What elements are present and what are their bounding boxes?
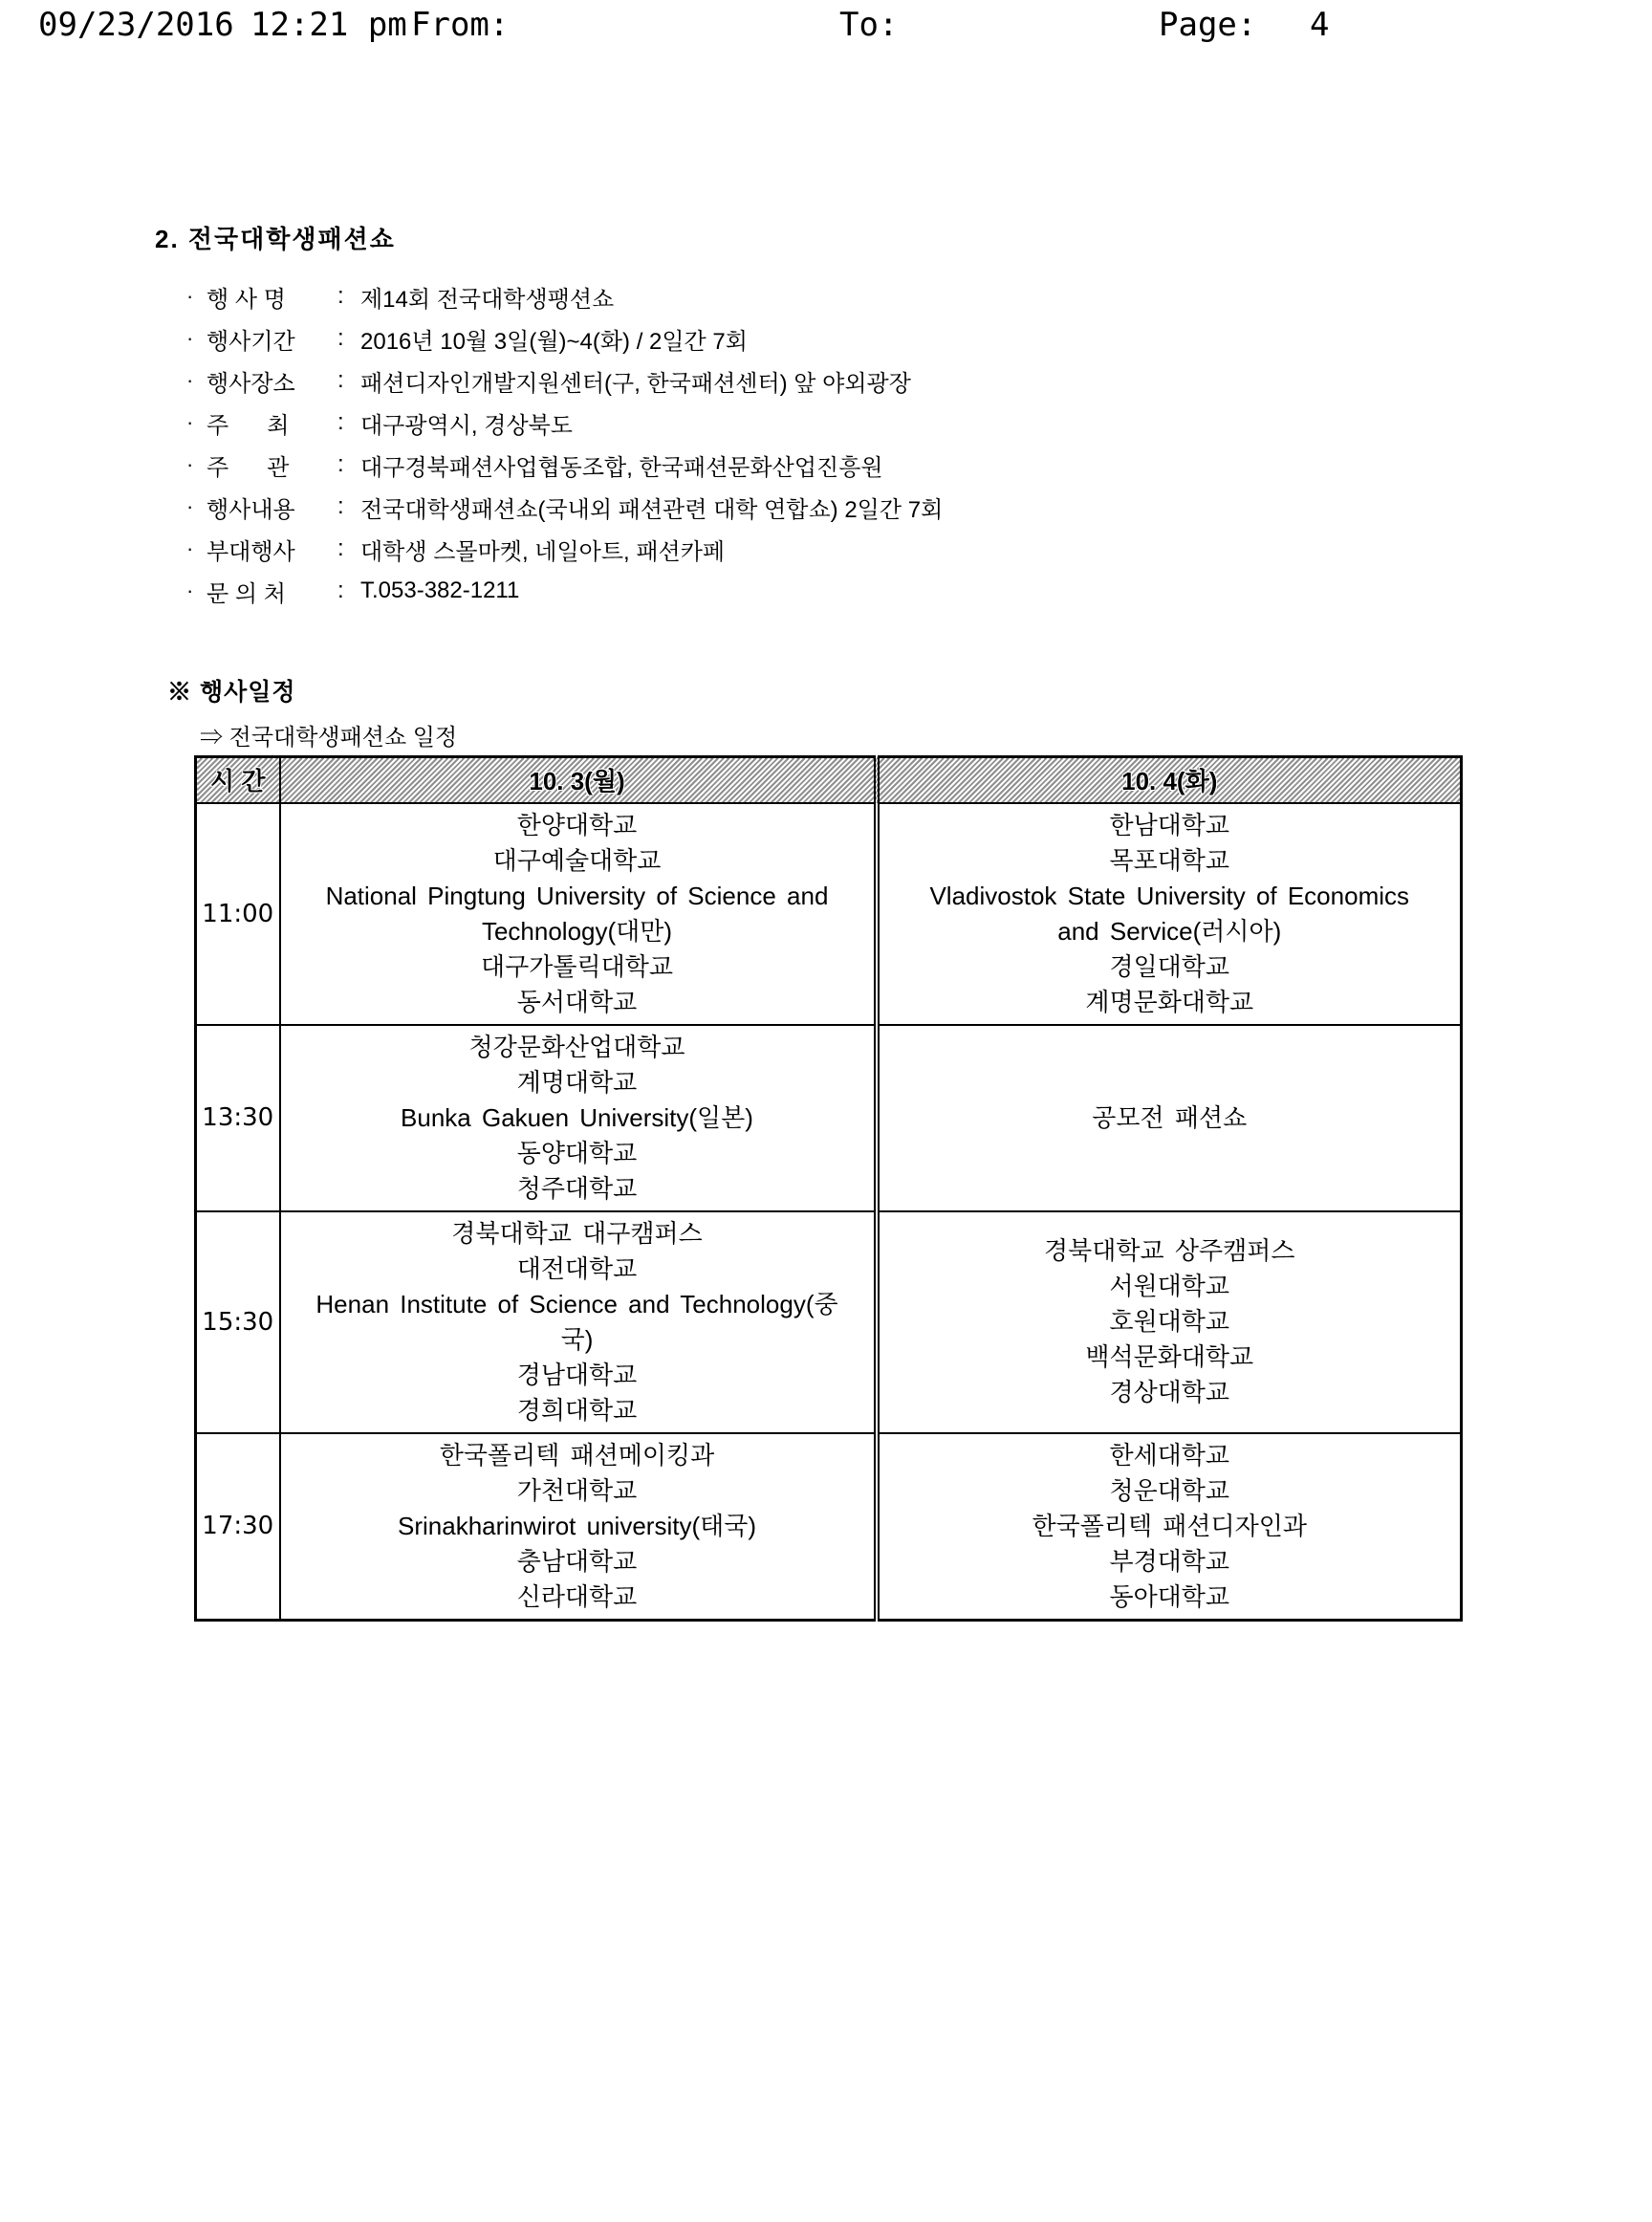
day1-cell bbox=[280, 1025, 877, 1211]
fax-from-label: From: bbox=[411, 6, 510, 44]
university-entry: 동서대학교 bbox=[516, 987, 638, 1016]
event-detail-item bbox=[186, 275, 943, 317]
university-entry: 경북대학교 대구캠퍼스 bbox=[451, 1218, 703, 1248]
detail-value: T.053-382-1211 bbox=[360, 577, 520, 603]
detail-colon: : bbox=[337, 535, 344, 561]
detail-colon: : bbox=[337, 577, 344, 603]
day2-cell bbox=[877, 1211, 1462, 1433]
university-entry: 청운대학교 bbox=[1109, 1475, 1230, 1505]
day2-cell bbox=[877, 1433, 1462, 1621]
detail-colon: : bbox=[337, 367, 344, 393]
detail-colon: : bbox=[337, 409, 344, 435]
detail-colon: : bbox=[337, 283, 344, 309]
bullet-dot: · bbox=[186, 326, 194, 350]
detail-value: 2016년 10월 3일(월)~4(화) / 2일간 7회 bbox=[360, 328, 748, 355]
fax-page-label: Page: bbox=[1159, 6, 1257, 44]
detail-label: 주 최 bbox=[206, 412, 290, 439]
detail-label: 행 사 명 bbox=[206, 286, 286, 313]
event-detail-item bbox=[186, 359, 943, 402]
detail-label: 부대행사 bbox=[206, 538, 295, 565]
time-cell: 17:30 bbox=[196, 1433, 280, 1621]
university-entry: 계명문화대학교 bbox=[1085, 987, 1254, 1016]
event-detail-item bbox=[186, 528, 943, 570]
day1-cell bbox=[280, 1433, 877, 1621]
university-entry: Vladivostok State University of Economics and Service(러시아) bbox=[929, 881, 1410, 946]
university-entry: 신라대학교 bbox=[516, 1581, 638, 1611]
event-details-list bbox=[186, 275, 943, 612]
bullet-dot: · bbox=[186, 368, 194, 392]
detail-value: 대학생 스몰마켓, 네일아트, 패션카페 bbox=[360, 538, 726, 565]
detail-colon: : bbox=[337, 451, 344, 477]
fax-header bbox=[0, 6, 1652, 48]
day1-cell bbox=[280, 1211, 877, 1433]
fax-to-label: To: bbox=[839, 6, 899, 44]
schedule-table-body bbox=[196, 803, 1462, 1621]
university-entry: Srinakharinwirot university(태국) bbox=[398, 1511, 756, 1540]
detail-colon: : bbox=[337, 493, 344, 519]
header-time: 시 간 bbox=[196, 757, 280, 803]
schedule-row bbox=[196, 1433, 1462, 1621]
schedule-table bbox=[194, 755, 1463, 1622]
schedule-row bbox=[196, 1025, 1462, 1211]
university-entry: 경일대학교 bbox=[1109, 951, 1230, 981]
section-title: 2. 전국대학생패션쇼 bbox=[155, 225, 396, 253]
schedule-header-row bbox=[196, 757, 1462, 803]
university-entry: 경희대학교 bbox=[516, 1395, 638, 1425]
time-cell: 11:00 bbox=[196, 803, 280, 1025]
day2-cell bbox=[877, 1025, 1462, 1211]
time-cell: 13:30 bbox=[196, 1025, 280, 1211]
detail-value: 제14회 전국대학생팽션쇼 bbox=[360, 286, 615, 313]
university-entry: 한세대학교 bbox=[1109, 1440, 1230, 1470]
university-entry: 경북대학교 상주캠퍼스 bbox=[1044, 1236, 1295, 1265]
detail-label: 행사장소 bbox=[206, 370, 295, 397]
detail-label: 행사기간 bbox=[206, 328, 295, 355]
event-detail-item bbox=[186, 570, 943, 612]
university-entry: 대전대학교 bbox=[516, 1253, 638, 1283]
university-entry: 한남대학교 bbox=[1109, 810, 1230, 839]
fax-time: 12:21 pm bbox=[250, 6, 407, 44]
university-entry: 대구예술대학교 bbox=[492, 845, 662, 875]
detail-value: 대구광역시, 경상북도 bbox=[360, 412, 573, 439]
university-entry: Bunka Gakuen University(일본) bbox=[401, 1102, 753, 1132]
header-day2: 10. 4(화) bbox=[877, 757, 1462, 803]
university-entry: National Pingtung University of Science and Technology(대만) bbox=[325, 881, 829, 946]
university-entry: 청강문화산업대학교 bbox=[468, 1032, 685, 1061]
event-detail-item bbox=[186, 486, 943, 528]
day2-cell bbox=[877, 803, 1462, 1025]
schedule-row bbox=[196, 803, 1462, 1025]
fax-date: 09/23/2016 bbox=[38, 6, 234, 44]
university-entry: Henan Institute of Science and Technology(중국) bbox=[315, 1289, 838, 1354]
schedule-heading: ※ 행사일정 bbox=[167, 679, 296, 706]
university-entry: 공모전 패션쇼 bbox=[1092, 1102, 1248, 1132]
university-entry: 경남대학교 bbox=[516, 1360, 638, 1389]
bullet-dot: · bbox=[186, 284, 194, 308]
bullet-dot: · bbox=[186, 452, 194, 476]
detail-label: 행사내용 bbox=[206, 496, 295, 523]
university-entry: 대구가톨릭대학교 bbox=[481, 951, 673, 981]
university-entry: 충남대학교 bbox=[516, 1546, 638, 1576]
university-entry: 청주대학교 bbox=[516, 1173, 638, 1203]
university-entry: 한국폴리텍 패션디자인과 bbox=[1032, 1511, 1307, 1540]
event-detail-item bbox=[186, 444, 943, 486]
event-detail-item bbox=[186, 317, 943, 359]
university-entry: 동아대학교 bbox=[1109, 1581, 1230, 1611]
detail-colon: : bbox=[337, 325, 344, 351]
detail-value: 전국대학생패션쇼(국내외 패션관련 대학 연합쇼) 2일간 7회 bbox=[360, 496, 944, 523]
detail-label: 문 의 처 bbox=[206, 580, 286, 607]
university-entry: 목포대학교 bbox=[1109, 845, 1230, 875]
time-cell: 15:30 bbox=[196, 1211, 280, 1433]
detail-label: 주 관 bbox=[206, 454, 290, 481]
university-entry: 한국폴리텍 패션메이킹과 bbox=[439, 1440, 715, 1470]
university-entry: 가천대학교 bbox=[516, 1475, 638, 1505]
bullet-dot: · bbox=[186, 578, 194, 602]
university-entry: 계명대학교 bbox=[516, 1067, 638, 1097]
university-entry: 동양대학교 bbox=[516, 1138, 638, 1167]
bullet-dot: · bbox=[186, 410, 194, 434]
detail-value: 대구경북패션사업협동조합, 한국패션문화산업진흥원 bbox=[360, 454, 883, 481]
event-detail-item bbox=[186, 402, 943, 444]
university-entry: 한양대학교 bbox=[516, 810, 638, 839]
day1-cell bbox=[280, 803, 877, 1025]
schedule-row bbox=[196, 1211, 1462, 1433]
schedule-subheading: ⇒ 전국대학생패션쇼 일정 bbox=[200, 725, 458, 751]
university-entry: 호원대학교 bbox=[1109, 1307, 1230, 1336]
university-entry: 부경대학교 bbox=[1109, 1546, 1230, 1576]
university-entry: 서원대학교 bbox=[1109, 1272, 1230, 1300]
university-entry: 경상대학교 bbox=[1109, 1378, 1230, 1406]
detail-value: 패션디자인개발지원센터(구, 한국패션센터) 앞 야외광장 bbox=[360, 370, 911, 397]
university-entry: 백석문화대학교 bbox=[1085, 1342, 1254, 1371]
fax-page-number: 4 bbox=[1310, 6, 1330, 44]
header-day1: 10. 3(월) bbox=[280, 757, 877, 803]
bullet-dot: · bbox=[186, 536, 194, 560]
bullet-dot: · bbox=[186, 494, 194, 518]
